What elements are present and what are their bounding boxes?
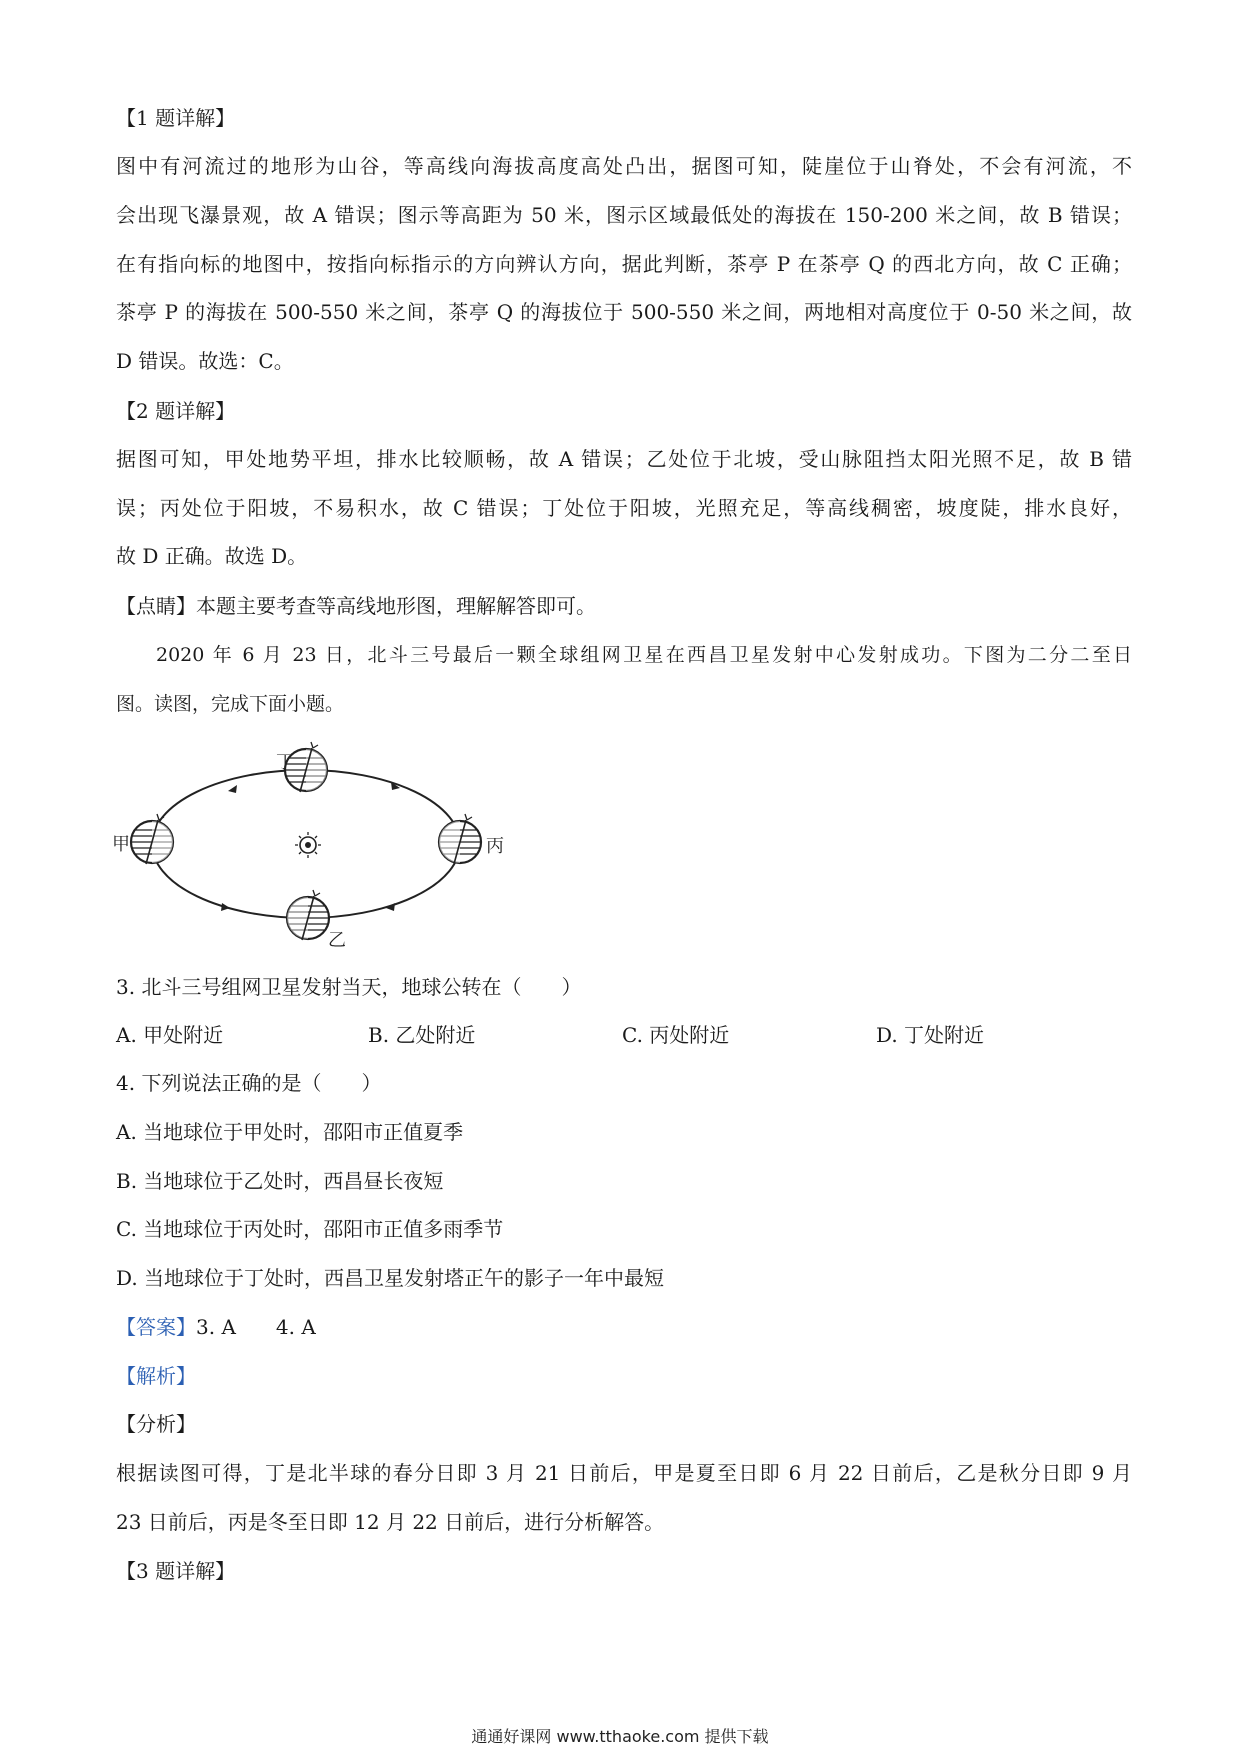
q2-detail-line-1: 据图可知，甲处地势平坦，排水比较顺畅，故 A 错误；乙处位于北坡，受山脉阻挡太阳光照不足，故 B 错 (116, 447, 1132, 471)
label-ding: 丁 (276, 752, 294, 773)
q3-option-b: B. 乙处附近 (368, 1023, 476, 1047)
q3-option-d: D. 丁处附近 (876, 1023, 985, 1047)
point-note: 【点睛】本题主要考查等高线地形图，理解解答即可。 (116, 594, 596, 618)
q1-detail-line-4: 茶亭 P 的海拔在 500-550 米之间，茶亭 Q 的海拔位于 500-550 米之间，两地相对高度位于 0-50 米之间，故 (116, 300, 1132, 324)
label-jia: 甲 (112, 834, 130, 855)
q1-detail-line-3: 在有指向标的地图中，按指向标指示的方向辨认方向，据此判断，茶亭 P 在茶亭 Q 的西北方向，故 C 正确； (116, 252, 1132, 276)
answer-line (116, 1313, 316, 1341)
passage-line-1: 2020 年 6 月 23 日，北斗三号最后一颗全球组网卫星在西昌卫星发射中心发射成功。下图为二分二至日 (156, 644, 1132, 666)
orbit-arrow-icon (228, 785, 237, 793)
q3-option-c: C. 丙处附近 (622, 1023, 730, 1047)
fenxi-heading: 【分析】 (116, 1412, 196, 1436)
answer-value: 3. A 4. A (196, 1315, 316, 1339)
page-footer: 通通好课网 www.tthaoke.com 提供下载 (471, 1727, 769, 1746)
fenxi-line-1: 根据读图可得，丁是北半球的春分日即 3 月 21 日前后，甲是夏至日即 6 月 22 日前后，乙是秋分日即 9 月 (116, 1461, 1132, 1485)
label-bing: 丙 (486, 836, 504, 857)
earth-right-icon (436, 814, 484, 864)
q3-stem: 3. 北斗三号组网卫星发射当天，地球公转在（ ） (116, 975, 582, 999)
analysis-label: 【解析】 (116, 1364, 196, 1388)
q1-detail-line-2: 会出现飞瀑景观，故 A 错误；图示等高距为 50 米，图示区域最低处的海拔在 150-200 米之间，故 B 错误； (116, 203, 1132, 227)
q4-option-d: D. 当地球位于丁处时，西昌卫星发射塔正午的影子一年中最短 (116, 1266, 665, 1290)
fenxi-line-2: 23 日前后，丙是冬至日即 12 月 22 日前后，进行分析解答。 (116, 1510, 665, 1534)
q4-option-b: B. 当地球位于乙处时，西昌昼长夜短 (116, 1169, 444, 1193)
earth-orbit-diagram (110, 738, 530, 958)
q2-detail-heading: 【2 题详解】 (116, 399, 236, 423)
q4-option-a: A. 当地球位于甲处时，邵阳市正值夏季 (116, 1120, 464, 1144)
label-yi: 乙 (328, 930, 346, 951)
answer-label: 【答案】 (116, 1315, 196, 1339)
q1-detail-heading: 【1 题详解】 (116, 106, 236, 130)
q3-detail-heading: 【3 题详解】 (116, 1559, 236, 1583)
sun-icon (295, 832, 321, 858)
q4-option-c: C. 当地球位于丙处时，邵阳市正值多雨季节 (116, 1217, 504, 1241)
q4-stem: 4. 下列说法正确的是（ ） (116, 1071, 382, 1095)
q2-detail-line-2: 误；丙处位于阳坡，不易积水，故 C 错误；丁处位于阳坡，光照充足，等高线稠密，坡度陡，排水良好， (116, 496, 1132, 520)
earth-bottom-icon (284, 890, 332, 940)
q3-option-a: A. 甲处附近 (116, 1023, 224, 1047)
q1-detail-line-5: D 错误。故选：C。 (116, 349, 294, 373)
q1-detail-line-1: 图中有河流过的地形为山谷，等高线向海拔高度高处凸出，据图可知，陡崖位于山脊处，不会有河流，不 (116, 154, 1132, 178)
passage-line-2: 图。读图，完成下面小题。 (116, 693, 345, 715)
q2-detail-line-3: 故 D 正确。故选 D。 (116, 544, 308, 568)
earth-left-icon (128, 814, 176, 864)
